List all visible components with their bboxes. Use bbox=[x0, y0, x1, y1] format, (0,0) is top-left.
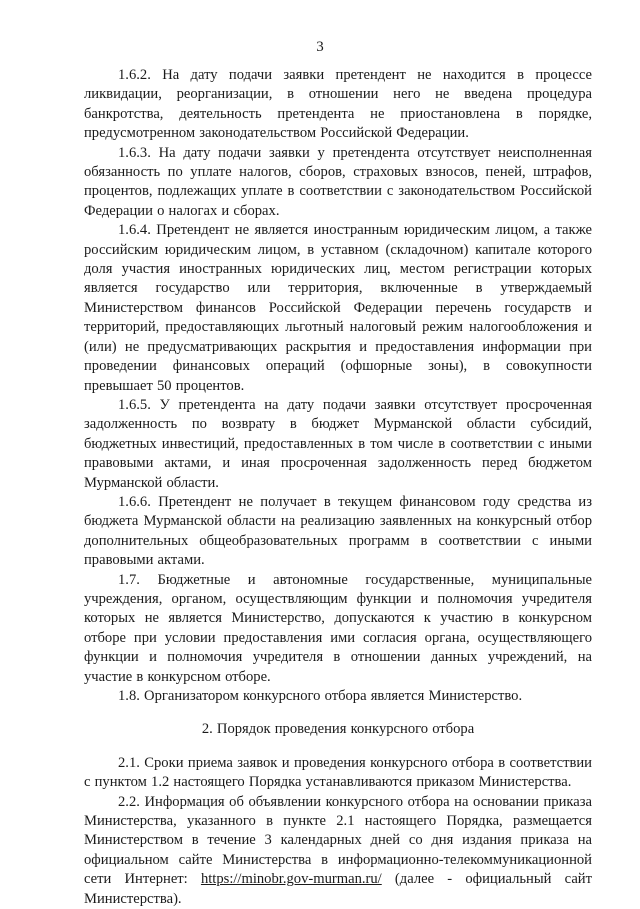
paragraph-1-6-4: 1.6.4. Претендент не является иностранным юридическим лицом, а также российским юридическим лицом, в уставном (складочном) капитале которого доля участия иностранных юридических лиц, местом регистрации которых является государство или территория, включенные в утверждаемый Министерством финансов Российской Федерации перечень государств и территорий, предоставляющих льготный налоговый режим налогообложения и (или) не предусматривающих раскрытия и предоставления информации при проведении финансовых операций (офшорные зоны), в совокупности превышает 50 процентов. bbox=[84, 222, 592, 394]
paragraph-1-6-5: 1.6.5. У претендента на дату подачи заявки отсутствует просроченная задолженность по возврату в бюджет Мурманской области субсидий, бюджетных инвестиций, предоставленных в том числе в соответствии с иными правовыми актами, и иная просроченная задолженность перед бюджетом Мурманской области. bbox=[84, 396, 592, 491]
section-heading: 2. Порядок проведения конкурсного отбора bbox=[201, 721, 475, 738]
paragraph-2-2-text-end: (далее - официальный сайт Министерства). bbox=[84, 871, 592, 907]
document-body bbox=[84, 66, 592, 909]
page-number: 3 bbox=[316, 39, 324, 55]
paragraph-2-2-text-start: 2.2. Информация об объявлении конкурсного отбора на основании приказа Министерства, указанного в пункте 2.1 настоящего Порядка, размещается Министерством в течение 3 календарных дней со дня издания приказа на официальном сайте Министерства в информационно-телекоммуникационной сети Интернет: bbox=[84, 793, 592, 888]
paragraph-2-2 bbox=[84, 793, 592, 909]
ministry-website-link[interactable]: https://minobr.gov-murman.ru/ bbox=[200, 871, 382, 888]
paragraph-2-1: 2.1. Сроки приема заявок и проведения конкурсного отбора в соответствии с пунктом 1.2 настоящего Порядка устанавливаются приказом Министерства. bbox=[84, 754, 592, 791]
paragraph-1-8: 1.8. Организатором конкурсного отбора является Министерство. bbox=[118, 688, 523, 704]
paragraph-1-6-2: 1.6.2. На дату подачи заявки претендент не находится в процессе ликвидации, реорганизации, в отношении него не введена процедура банкротства, деятельность претендента не приостановлена в порядке, предусмотренном законодательством Российской Федерации. bbox=[84, 67, 592, 142]
paragraph-1-6-6: 1.6.6. Претендент не получает в текущем финансовом году средства из бюджета Мурманской области на реализацию заявленных на конкурсный отбор дополнительных общеобразовательных программ в соответствии с иными правовыми актами. bbox=[84, 493, 592, 569]
paragraph-1-6-3: 1.6.3. На дату подачи заявки у претендента отсутствует неисполненная обязанность по уплате налогов, сборов, страховых взносов, пеней, штрафов, процентов, подлежащих уплате в соответствии с законодательством Российской Федерации о налогах и сборах. bbox=[84, 144, 592, 219]
paragraph-1-7: 1.7. Бюджетные и автономные государственные, муниципальные учреждения, органом, осуществляющим функции и полномочия учредителя которых не является Министерство, допускаются к участию в конкурсном отборе при условии предоставления ими согласия органа, осуществляющего функции и полномочия учредителя в отношении данных учреждений, на участие в конкурсном отборе. bbox=[84, 571, 592, 685]
